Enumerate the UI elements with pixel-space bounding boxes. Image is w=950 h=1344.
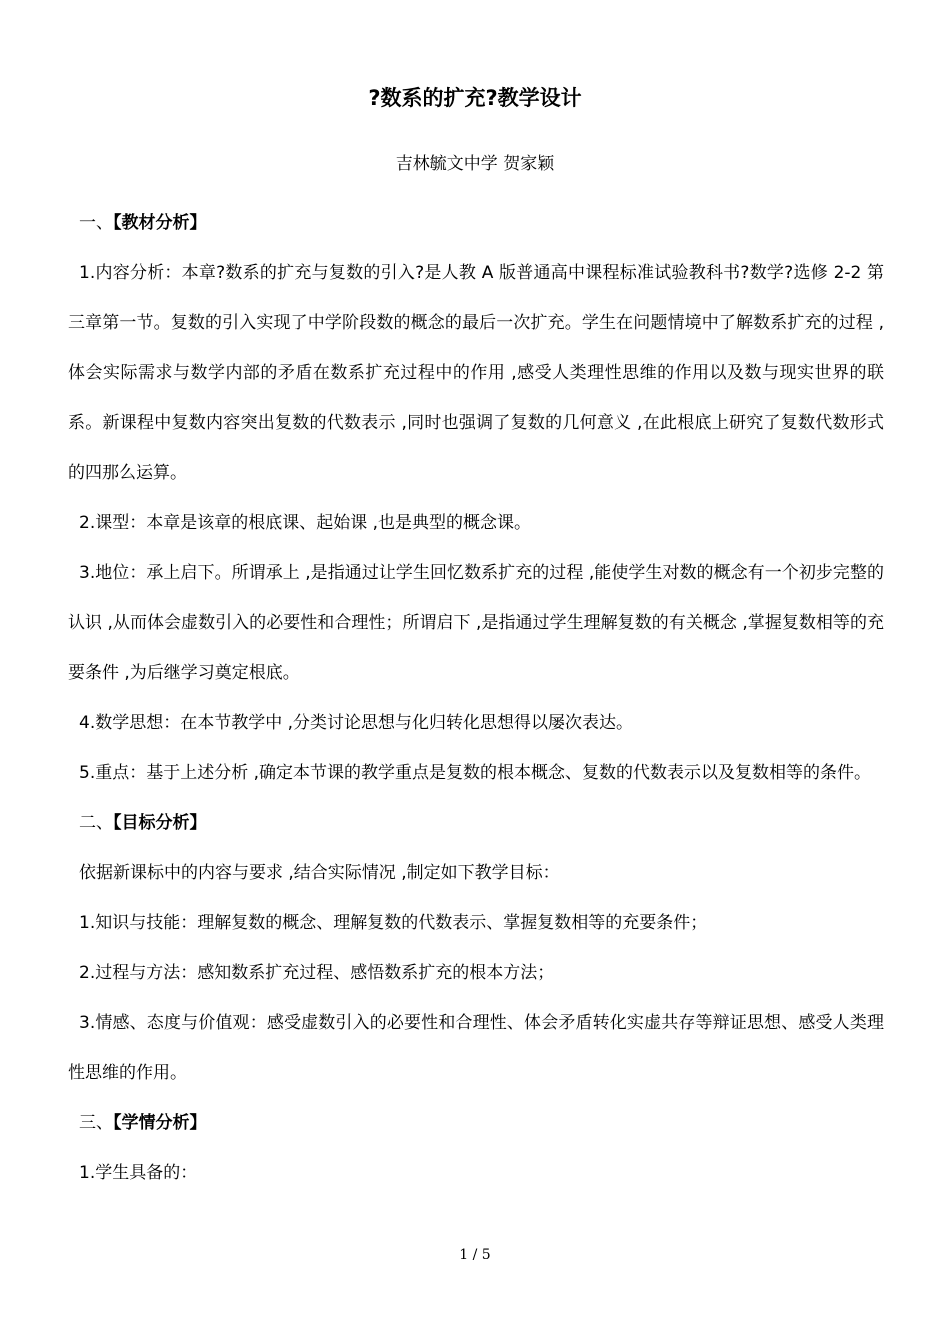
paragraph-lesson-type: 2.课型：本章是该章的根底课、起始课 ,也是典型的概念课。 xyxy=(79,513,532,533)
section-heading-label: 【学情分析】 xyxy=(113,1113,207,1133)
paragraph-student-background: 1.学生具备的： xyxy=(79,1163,198,1183)
paragraph-knowledge-skills: 1.知识与技能：理解复数的概念、理解复数的代数表示、掌握复数相等的充要条件； xyxy=(79,913,708,933)
document-title: ?数系的扩充?教学设计 xyxy=(368,86,582,110)
paragraph-goal-intro: 依据新课标中的内容与要求 ,结合实际情况 ,制定如下教学目标： xyxy=(79,863,560,883)
paragraph-content-analysis: 1.内容分析：本章?数系的扩充与复数的引入?是人教 A 版普通高中课程标准试验教科书?数学?选修 2-2 第三章第一节。复数的引入实现了中学阶段数的概念的最后一次扩充。学生在问题情境中了解数系扩充的过程 ,体会实际需求与数学内部的矛盾在数系扩充过程中的作用 ,感受人类理性思维的作用以及数与现实世界的联系。新课程中复数内容突出复数的代数表示 ,同时也强调了复数的几何意义 ,在此根底上研究了复数代数形式的四那么运算。 xyxy=(68,263,884,483)
paragraph-process-method: 2.过程与方法：感知数系扩充过程、感悟数系扩充的根本方法； xyxy=(79,963,555,983)
paragraph-key-points: 5.重点：基于上述分析 ,确定本节课的教学重点是复数的根本概念、复数的代数表示以及复数相等的条件。 xyxy=(79,763,872,783)
paragraph-position: 3.地位：承上启下。所谓承上 ,是指通过让学生回忆数系扩充的过程 ,能使学生对数的概念有一个初步完整的认识 ,从而体会虚数引入的必要性和合理性；所谓启下 ,是指通过学生理解复数的有关概念 ,掌握复数相等的充要条件 ,为后继学习奠定根底。 xyxy=(68,563,884,683)
section-heading-label: 【教材分析】 xyxy=(113,213,207,233)
section-heading-label: 【目标分析】 xyxy=(113,813,207,833)
section-number: 二、 xyxy=(79,813,113,833)
section-heading-learner-analysis xyxy=(68,1098,884,1148)
document-body xyxy=(68,198,884,1198)
section-heading-goal-analysis xyxy=(68,798,884,848)
section-number: 三、 xyxy=(79,1113,113,1133)
paragraph-emotion-values: 3.情感、态度与价值观：感受虚数引入的必要性和合理性、体会矛盾转化实虚共存等辩证思想、感受人类理性思维的作用。 xyxy=(68,1013,884,1083)
section-heading-textbook-analysis xyxy=(68,198,884,248)
document-author: 吉林毓文中学 贺家颖 xyxy=(395,154,555,174)
paragraph-math-thinking: 4.数学思想：在本节教学中 ,分类讨论思想与化归转化思想得以屡次表达。 xyxy=(79,713,634,733)
page-number: 1 / 5 xyxy=(459,1247,491,1263)
section-number: 一、 xyxy=(79,213,113,233)
